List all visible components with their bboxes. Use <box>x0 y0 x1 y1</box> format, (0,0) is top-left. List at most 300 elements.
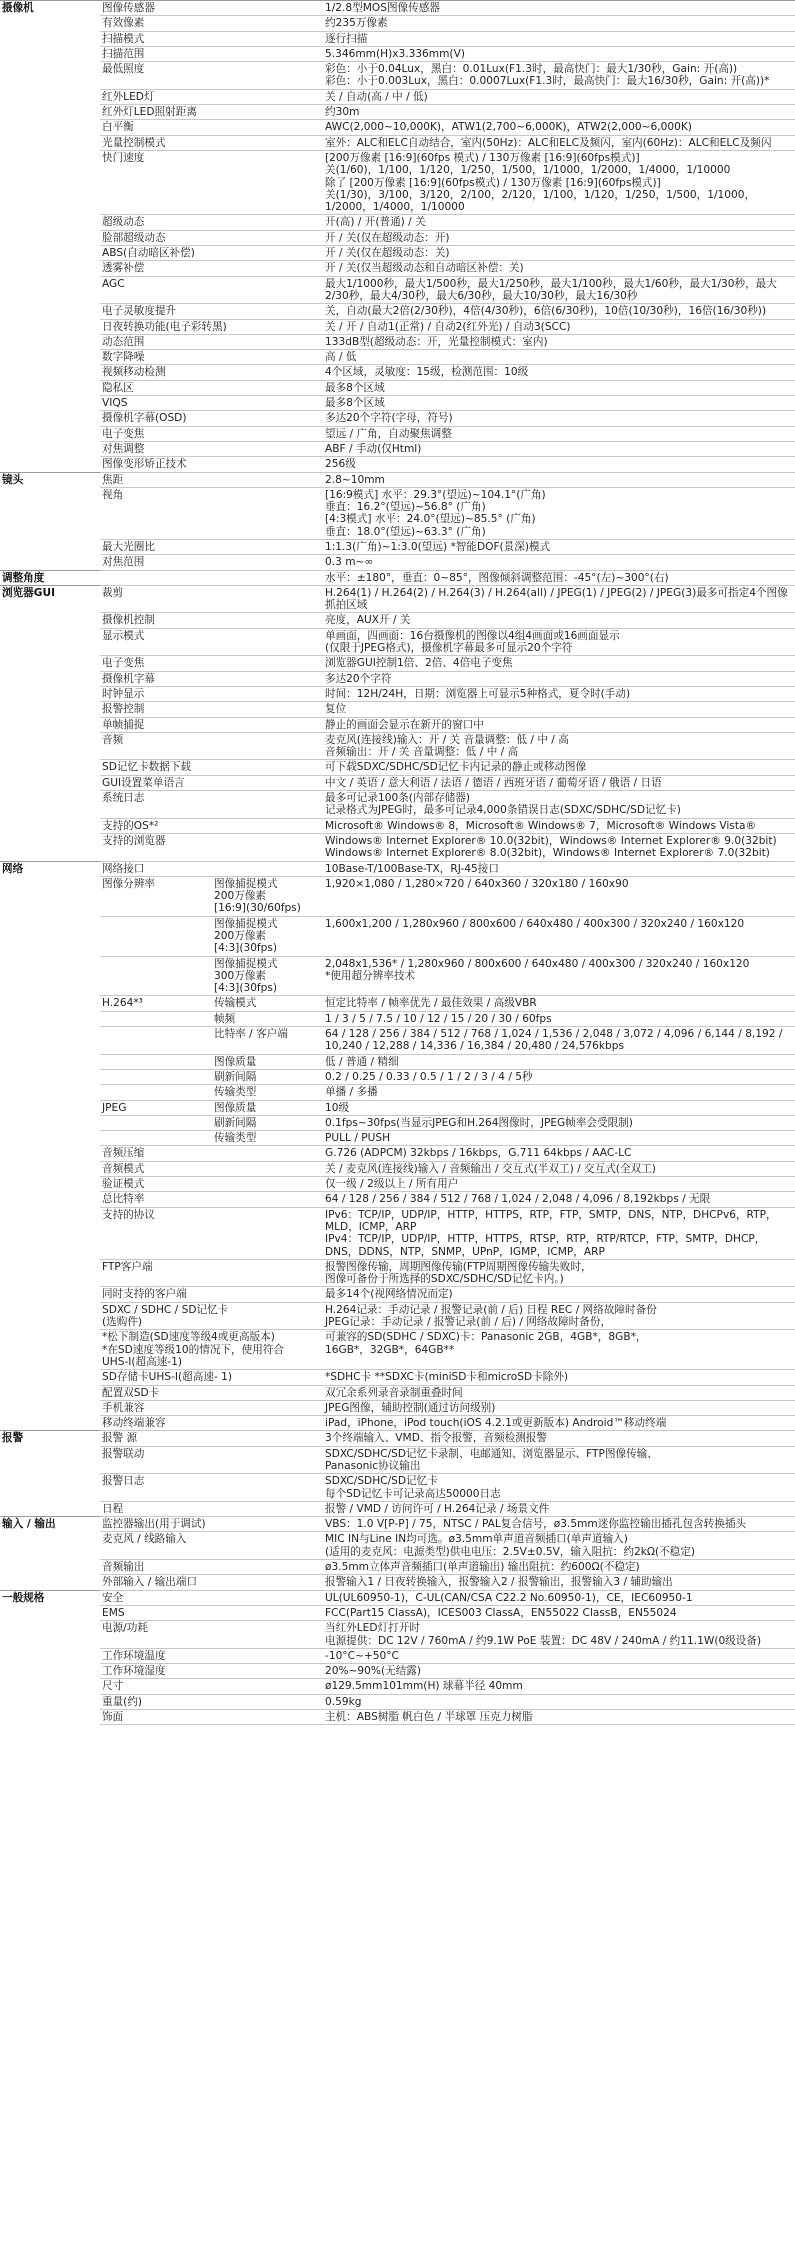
spec-label <box>100 760 323 775</box>
text-line: 总比特率 <box>102 1193 145 1206</box>
text-line: 图像捕捉模式 <box>214 877 278 890</box>
text-line: 图像质量 <box>214 1055 257 1068</box>
spec-value <box>323 760 795 775</box>
text-line: 快门速度 <box>102 151 145 164</box>
text-line: 主机：ABS树脂 帆白色 / 半球罩 压克力树脂 <box>325 1711 533 1724</box>
spec-row <box>0 760 795 775</box>
spec-label <box>100 1385 323 1400</box>
spec-value <box>323 732 795 760</box>
text-line: 图像传感器 <box>102 2 155 14</box>
spec-value <box>323 996 795 1011</box>
text-line: 电子灵敏度提升 <box>102 305 177 318</box>
spec-value <box>323 487 795 539</box>
text-line: 彩色：小于0.04Lux，黑白：0.01Lux(F1.3时，最高快门：最大1/30秒，Gain: 开(高)) <box>325 63 738 76</box>
text-line: 同时支持的客户端 <box>102 1288 187 1301</box>
spec-row <box>0 1694 795 1709</box>
text-line: 10Base-T/100Base-TX，RJ-45接口 <box>325 862 499 875</box>
text-line: SD记忆卡数据下载 <box>102 761 192 774</box>
section-category: 网络 <box>0 861 100 1431</box>
spec-value <box>323 1287 795 1302</box>
text-line: 麦克风 / 线路输入 <box>102 1533 187 1546</box>
spec-sublabel <box>212 1027 323 1055</box>
spec-row <box>0 1 795 16</box>
text-line: Microsoft® Windows® 8，Microsoft® Windows® 7，Microsoft® Windows Vista® <box>325 819 757 832</box>
text-line: 视角 <box>102 488 124 501</box>
spec-row <box>0 1287 795 1302</box>
text-line: 支持的OS*² <box>102 819 159 832</box>
spec-value <box>323 319 795 334</box>
text-line: 望远 / 广角，自动聚焦调整 <box>325 427 452 440</box>
spec-label <box>100 46 323 61</box>
text-line: 双冗余系列录音录制重叠时间 <box>325 1386 463 1399</box>
text-line: 图像分辨率 <box>102 877 155 890</box>
spec-row <box>0 31 795 46</box>
spec-value <box>323 1131 795 1146</box>
text-line: 133dB型(超级动态：开，光量控制模式：室内) <box>325 335 548 348</box>
text-line: 亮度，AUX开 / 关 <box>325 614 411 627</box>
spec-value <box>323 457 795 472</box>
text-line: 摄像机控制 <box>102 614 155 627</box>
spec-row <box>0 775 795 790</box>
text-line: 报警日志 <box>102 1475 145 1488</box>
text-line: 网络接口 <box>102 862 145 875</box>
spec-value <box>323 276 795 304</box>
spec-value <box>323 956 795 996</box>
text-line: (仅限于JPEG格式)，摄像机字幕最多可显示20个字符 <box>325 642 573 655</box>
text-line: 水平：±180°，垂直：0~85°，图像倾斜调整范围：-45°(左)~300°(右) <box>325 571 669 584</box>
spec-value <box>323 539 795 554</box>
text-line: 对焦范围 <box>102 556 145 569</box>
spec-label <box>100 1259 323 1287</box>
text-line: 300万像素 <box>214 969 267 982</box>
spec-row <box>0 1501 795 1516</box>
spec-label <box>100 818 323 833</box>
spec-label <box>100 350 323 365</box>
spec-row <box>0 487 795 539</box>
spec-label <box>100 861 323 876</box>
text-line: 报警图像传输，周期图像传输(FTP周期图像传输失败时， <box>325 1260 592 1273</box>
spec-label <box>100 426 323 441</box>
spec-sublabel <box>212 956 323 996</box>
spec-row <box>0 1131 795 1146</box>
spec-label <box>100 1100 212 1115</box>
spec-label <box>100 365 323 380</box>
text-line: SD存储卡UHS-I(超高速- 1) <box>102 1371 233 1384</box>
text-line: 1,920×1,080 / 1,280×720 / 640x360 / 320x180 / 160x90 <box>325 877 629 890</box>
text-line: Windows® Internet Explorer® 10.0(32bit)，Windows® Internet Explorer® 9.0(32bit) <box>325 834 777 847</box>
spec-label <box>100 671 323 686</box>
text-line: 开 / 关(仅在超级动态：关) <box>325 247 450 260</box>
spec-label <box>100 304 323 319</box>
spec-label <box>100 1621 323 1649</box>
spec-value <box>323 1560 795 1575</box>
text-line: SDXC/SDHC/SD记忆卡录制、电邮通知、浏览器显示、FTP图像传输、 <box>325 1447 658 1460</box>
text-line: 日夜转换功能(电子彩转黑) <box>102 320 227 333</box>
spec-row <box>0 861 795 876</box>
text-line: 尺寸 <box>102 1680 124 1693</box>
spec-label <box>100 1177 323 1192</box>
spec-value <box>323 135 795 150</box>
spec-value <box>323 1474 795 1502</box>
text-line: IPv4：TCP/IP，UDP/IP，HTTP，HTTPS，RTSP，RTP，RTP/RTCP，FTP，SMTP，DHCP，DNS，DDNS，NTP，SNMP，UPnP，IGMP，ICMP，ARP <box>325 1233 766 1258</box>
spec-label <box>100 215 323 230</box>
text-line: 256级 <box>325 458 356 471</box>
text-line: 单画面，四画面：16台摄像机的图像以4组4画面或16画面显示 <box>325 629 620 642</box>
section-category: 报警 <box>0 1431 100 1517</box>
spec-label <box>100 1664 323 1679</box>
text-line: 电子变焦 <box>102 427 145 440</box>
text-line: 1:1.3(广角)~1:3.0(望远) *智能DOF(景深)模式 <box>325 540 551 553</box>
text-line: EMS <box>102 1606 125 1619</box>
spec-row <box>0 1710 795 1725</box>
spec-row <box>0 732 795 760</box>
text-line: 200万像素 <box>214 930 267 942</box>
text-line: 刷新间隔 <box>214 1070 257 1083</box>
spec-label <box>100 656 323 671</box>
text-line: JPEG <box>102 1101 127 1114</box>
text-line: 最多8个区域 <box>325 381 385 394</box>
spec-row <box>0 1069 795 1084</box>
text-line: 垂直：18.0°(望远)~63.3° (广角) <box>325 525 486 538</box>
spec-value <box>323 89 795 104</box>
spec-sublabel <box>212 996 323 1011</box>
spec-label <box>100 570 323 585</box>
text-line: 除了 [200万像素 [16:9](60fps模式) / 130万像素 [16:9](60fps模式)] <box>325 176 661 189</box>
text-line: 安全 <box>102 1591 124 1604</box>
spec-row <box>0 1431 795 1446</box>
text-line: SDXC/SDHC/SD记忆卡 <box>325 1475 438 1488</box>
text-line: 恒定比特率 / 帧率优先 / 最佳效果 / 高级VBR <box>325 997 537 1010</box>
spec-row <box>0 261 795 276</box>
spec-label <box>100 457 323 472</box>
text-line: iPad，iPhone，iPod touch(iOS 4.2.1或更新版本) Android™移动终端 <box>325 1417 667 1430</box>
spec-row <box>0 411 795 426</box>
text-line: 支持的浏览器 <box>102 834 166 847</box>
text-line: 显示模式 <box>102 629 145 642</box>
spec-value <box>323 702 795 717</box>
text-line: AGC <box>102 277 125 290</box>
spec-value <box>323 334 795 349</box>
spec-sublabel <box>212 1115 323 1130</box>
spec-value <box>323 916 795 956</box>
text-line: [4:3模式] 水平：24.0°(望远)~85.5° (广角) <box>325 513 536 526</box>
spec-label <box>100 1575 323 1590</box>
spec-row <box>0 956 795 996</box>
spec-value <box>323 380 795 395</box>
spec-row <box>0 472 795 487</box>
text-line: FCC(Part15 ClassA)，ICES003 ClassA，EN55022 ClassB，EN55024 <box>325 1606 677 1619</box>
text-line: 单播 / 多播 <box>325 1086 378 1099</box>
text-line: 麦克风(连接线)输入：开 / 关 音量调整：低 / 中 / 高 <box>325 733 569 746</box>
spec-row <box>0 1011 795 1026</box>
spec-value <box>323 1431 795 1446</box>
text-line: [200万像素 [16:9](60fps 模式) / 130万像素 [16:9](60fps模式)] <box>325 151 640 164</box>
spec-value <box>323 1648 795 1663</box>
spec-label <box>100 120 323 135</box>
spec-row <box>0 1679 795 1694</box>
text-line: 可兼容的SD(SDHC / SDXC)卡：Panasonic 2GB，4GB*，8GB*， <box>325 1331 647 1344</box>
text-line: 关，自动(最大2倍(2/30秒)，4倍(4/30秒)，6倍(6/30秒)，10倍(10/30秒)，16倍(16/30秒)) <box>325 305 767 318</box>
text-line: 0.3 m~∞ <box>325 556 374 569</box>
spec-row <box>0 46 795 61</box>
spec-value <box>323 1621 795 1649</box>
spec-value <box>323 215 795 230</box>
text-line: 图像变形矫正技术 <box>102 458 187 471</box>
text-line: 支持的协议 <box>102 1208 155 1221</box>
text-line: 配置双SD卡 <box>102 1386 160 1399</box>
spec-row <box>0 1474 795 1502</box>
spec-value <box>323 1011 795 1026</box>
spec-value <box>323 1085 795 1100</box>
spec-value <box>323 365 795 380</box>
spec-label <box>100 276 323 304</box>
spec-value <box>323 1446 795 1474</box>
spec-value <box>323 1575 795 1590</box>
text-line: AWC(2,000~10,000K)，ATW1(2,700~6,000K)，ATW2(2,000~6,000K) <box>325 121 692 134</box>
text-line: 图像可备份于所选择的SDXC/SDHC/SD记忆卡内。) <box>325 1273 564 1286</box>
section-category: 浏览器GUI <box>0 585 100 861</box>
text-line: 图像捕捉模式 <box>214 957 278 970</box>
spec-label <box>100 1590 323 1605</box>
spec-row <box>0 1027 795 1055</box>
text-line: 每个SD记忆卡可记录高达50000日志 <box>325 1487 501 1500</box>
spec-row <box>0 441 795 456</box>
spec-value <box>323 230 795 245</box>
text-line: 焦距 <box>102 473 124 486</box>
text-line: -10°C~+50°C <box>325 1649 399 1662</box>
spec-row <box>0 1446 795 1474</box>
text-line: 关(1/60)，1/100，1/120，1/250，1/500，1/1000，1/2000，1/4000，1/10000 <box>325 164 731 177</box>
text-line: 超级动态 <box>102 216 145 229</box>
spec-label <box>100 1287 323 1302</box>
text-line: 传输类型 <box>214 1086 257 1099</box>
text-line: H.264(1) / H.264(2) / H.264(3) / H.264(all) / JPEG(1) / JPEG(2) / JPEG(3)最多可指定4个图像抓拍区域 <box>325 586 788 612</box>
spec-label <box>100 472 323 487</box>
spec-row <box>0 555 795 570</box>
spec-sublabel <box>212 916 323 956</box>
text-line: 3个终端输入、VMD、指令报警，音频检测报警 <box>325 1432 547 1445</box>
text-line: 白平衡 <box>102 121 134 134</box>
spec-row <box>0 1146 795 1161</box>
text-line: 隐私区 <box>102 381 134 394</box>
spec-value <box>323 1146 795 1161</box>
text-line: 音频模式 <box>102 1162 145 1175</box>
text-line: 电源提供：DC 12V / 760mA / 约9.1W PoE 装置：DC 48V / 240mA / 约11.1W(0级设备) <box>325 1634 762 1647</box>
text-line: H.264*³ <box>102 997 143 1010</box>
spec-row <box>0 1259 795 1287</box>
spec-row <box>0 1605 795 1620</box>
text-line: 比特率 / 客户端 <box>214 1028 288 1041</box>
spec-value <box>323 1054 795 1069</box>
spec-row <box>0 215 795 230</box>
spec-label <box>100 916 212 956</box>
spec-row <box>0 1054 795 1069</box>
spec-value <box>323 1177 795 1192</box>
spec-label <box>100 1 323 16</box>
text-line: 重量(约) <box>102 1695 143 1708</box>
spec-sublabel <box>212 1069 323 1084</box>
spec-row <box>0 876 795 916</box>
spec-row <box>0 365 795 380</box>
spec-row <box>0 1590 795 1605</box>
text-line: 开 / 关(仅在超级动态：开) <box>325 231 450 244</box>
spec-label <box>100 105 323 120</box>
spec-label <box>100 686 323 701</box>
spec-value <box>323 62 795 90</box>
text-line: 最大1/1000秒，最大1/500秒，最大1/250秒，最大1/100秒，最大1/60秒，最大1/30秒，最大2/30秒，最大4/30秒，最大6/30秒，最大10/30秒，最大16/30秒 <box>325 277 777 302</box>
text-line: 2,048x1,536* / 1,280x960 / 800x600 / 640x480 / 400x300 / 320x240 / 160x120 <box>325 957 750 970</box>
spec-row <box>0 1517 795 1532</box>
text-line: 开 / 关(仅当超级动态和自动暗区补偿：关) <box>325 262 524 275</box>
spec-row <box>0 1161 795 1176</box>
spec-row <box>0 1560 795 1575</box>
spec-value <box>323 1259 795 1287</box>
spec-value <box>323 1192 795 1207</box>
text-line: 音频 <box>102 733 124 746</box>
text-line: 音频输出 <box>102 1561 145 1574</box>
text-line: 摄像机字幕 <box>102 672 155 685</box>
spec-value <box>323 1400 795 1415</box>
spec-row <box>0 1085 795 1100</box>
text-line: 报警 源 <box>102 1432 138 1445</box>
spec-row <box>0 686 795 701</box>
text-line: UHS-I(超高速-1) <box>102 1355 183 1368</box>
spec-label <box>100 1501 323 1516</box>
text-line: FTP客户端 <box>102 1260 153 1273</box>
text-line: 音频输出：开 / 关 音量调整：低 / 中 / 高 <box>325 746 519 759</box>
spec-row <box>0 150 795 214</box>
spec-label <box>100 539 323 554</box>
spec-label <box>100 396 323 411</box>
spec-label <box>100 380 323 395</box>
spec-row <box>0 135 795 150</box>
spec-value <box>323 1115 795 1130</box>
text-line: 当红外LED灯打开时 <box>325 1622 420 1635</box>
spec-label <box>100 16 323 31</box>
text-line: 传输类型 <box>214 1132 257 1145</box>
text-line: *松下制造(SD速度等级4或更高版本) <box>102 1331 275 1344</box>
spec-value <box>323 1370 795 1385</box>
text-line: 0.1fps~30fps(当显示JPEG和H.264图像时，JPEG帧率会受限制) <box>325 1116 633 1129</box>
spec-label <box>100 31 323 46</box>
text-line: 200万像素 <box>214 890 267 903</box>
spec-value <box>323 46 795 61</box>
text-line: 时间：12H/24H，日期：浏览器上可显示5种格式，夏令时(手动) <box>325 687 631 700</box>
spec-label <box>100 555 323 570</box>
spec-value <box>323 1679 795 1694</box>
spec-label <box>100 246 323 261</box>
spec-value <box>323 1100 795 1115</box>
spec-label <box>100 1431 323 1446</box>
spec-value <box>323 686 795 701</box>
text-line: 工作环境温度 <box>102 1649 166 1662</box>
spec-row <box>0 833 795 861</box>
text-line: 扫描范围 <box>102 47 145 60</box>
spec-label <box>100 135 323 150</box>
spec-row <box>0 996 795 1011</box>
spec-row <box>0 1664 795 1679</box>
spec-label <box>100 732 323 760</box>
spec-label <box>100 1474 323 1502</box>
spec-value <box>323 1161 795 1176</box>
text-line: IPv6：TCP/IP，UDP/IP，HTTP，HTTPS，RTP，FTP，SMTP，DNS，NTP，DHCPv6，RTP，MLD，ICMP，ARP <box>325 1208 777 1233</box>
text-line: 最多14个(视网络情况而定) <box>325 1288 453 1301</box>
text-line: 电源/功耗 <box>102 1622 148 1635</box>
text-line: 最大光圈比 <box>102 540 155 553</box>
spec-row <box>0 791 795 819</box>
text-line: 饰面 <box>102 1711 124 1724</box>
spec-row <box>0 16 795 31</box>
section-category: 输入 / 输出 <box>0 1517 100 1590</box>
spec-value <box>323 1069 795 1084</box>
spec-row <box>0 1207 795 1259</box>
spec-value <box>323 1 795 16</box>
text-line: 64 / 128 / 256 / 384 / 512 / 768 / 1,024 / 2,048 / 4,096 / 8,192kbps / 无限 <box>325 1193 711 1206</box>
spec-value <box>323 1710 795 1725</box>
text-line: G.726 (ADPCM) 32kbps / 16kbps，G.711 64kbps / AAC-LC <box>325 1147 632 1160</box>
spec-label <box>100 1370 323 1385</box>
spec-label <box>100 487 323 539</box>
spec-label <box>100 702 323 717</box>
text-line: PULL / PUSH <box>325 1132 391 1145</box>
text-line: 透雾补偿 <box>102 262 145 275</box>
spec-value <box>323 570 795 585</box>
text-line: 4个区域，灵敏度：15级，检测范围：10级 <box>325 366 529 379</box>
text-line: 单帧捕捉 <box>102 718 145 731</box>
text-line: 动态范围 <box>102 335 145 348</box>
spec-row <box>0 120 795 135</box>
text-line: 刷新间隔 <box>214 1116 257 1129</box>
spec-row <box>0 426 795 441</box>
spec-table-body <box>0 1 795 1725</box>
spec-value <box>323 613 795 628</box>
spec-label <box>100 1446 323 1474</box>
text-line: 64 / 128 / 256 / 384 / 512 / 768 / 1,024 / 1,536 / 2,048 / 3,072 / 4,096 / 6,144 / 8,192 / 10,240 / 12,288 / 14,336 / 16,384 / 20,480 / 24,576kbps <box>325 1028 783 1053</box>
spec-row <box>0 628 795 656</box>
section-category: 调整角度 <box>0 570 100 585</box>
text-line: ABS(自动暗区补偿) <box>102 247 195 260</box>
spec-row <box>0 304 795 319</box>
spec-value <box>323 426 795 441</box>
spec-row <box>0 1385 795 1400</box>
spec-label <box>100 613 323 628</box>
text-line: 有效像素 <box>102 17 145 30</box>
spec-label <box>100 876 212 916</box>
text-line: [4:3](30fps) <box>214 982 278 995</box>
text-line: 1,600x1,200 / 1,280x960 / 800x600 / 640x480 / 400x300 / 320x240 / 160x120 <box>325 917 745 930</box>
spec-value <box>323 120 795 135</box>
spec-value <box>323 1207 795 1259</box>
spec-label <box>100 717 323 732</box>
spec-row <box>0 334 795 349</box>
spec-row <box>0 585 795 613</box>
text-line: 红外LED灯 <box>102 90 155 103</box>
spec-row <box>0 818 795 833</box>
text-line: 关(1/30)，3/100，3/120，2/100，2/120，1/100，1/120，1/250，1/500，1/1000，1/2000，1/4000，1/10000 <box>325 188 756 214</box>
text-line: 中文 / 英语 / 意大利语 / 法语 / 德语 / 西班牙语 / 葡萄牙语 / 俄语 / 日语 <box>325 776 662 789</box>
text-line: 16GB*，32GB*，64GB** <box>325 1343 455 1356</box>
text-line: 报警控制 <box>102 703 145 716</box>
text-line: 复位 <box>325 703 347 716</box>
spec-label <box>100 1330 323 1370</box>
text-line: 视频移动检测 <box>102 366 166 379</box>
spec-label <box>100 1517 323 1532</box>
text-line: 摄像机字幕(OSD) <box>102 412 187 425</box>
text-line: 数字降噪 <box>102 351 145 364</box>
spec-row <box>0 1100 795 1115</box>
spec-label <box>100 411 323 426</box>
text-line: 报警联动 <box>102 1447 145 1460</box>
